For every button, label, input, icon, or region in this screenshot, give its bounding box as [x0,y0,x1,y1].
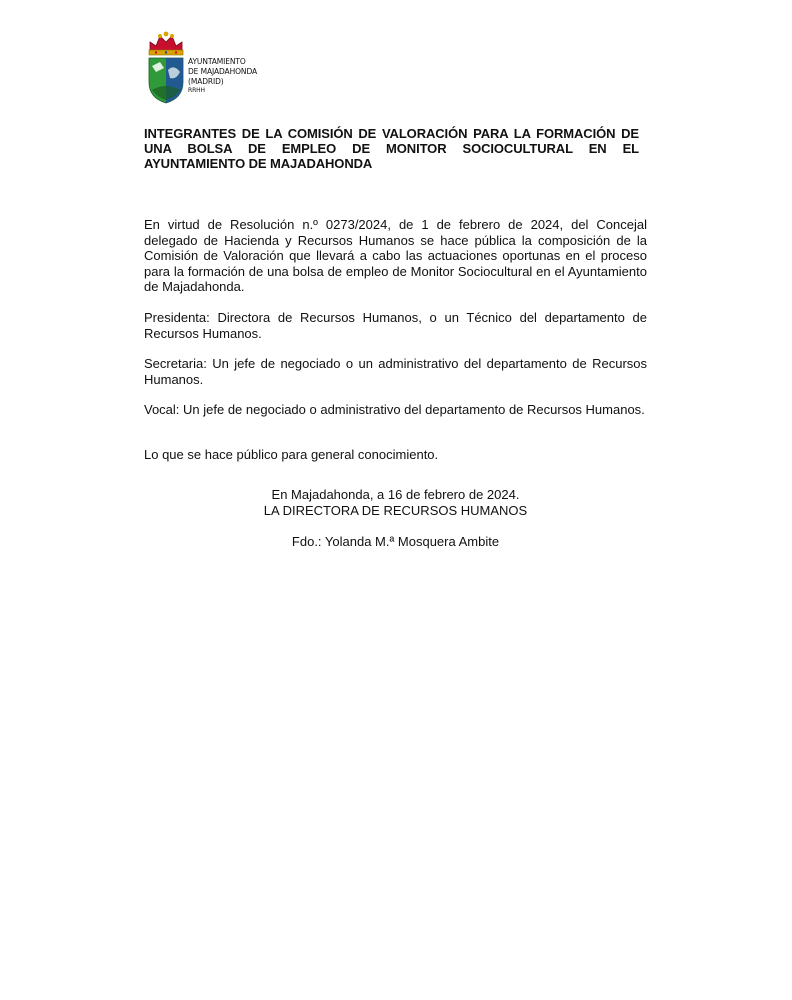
letterhead [146,30,257,104]
secretaria-paragraph: Secretaria: Un jefe de negociado o un administrativo del departamento de Recursos Humanos. [144,356,647,387]
closing-paragraph: Lo que se hace público para general conocimiento. [144,446,439,462]
document-title: INTEGRANTES DE LA COMISIÓN DE VALORACIÓN PARA LA FORMACIÓN DE UNA BOLSA DE EMPLEO DE MONITOR SOCIOCULTURAL EN EL AYUNTAMIENTO DE MAJADAHONDA [144,126,639,171]
signer-role: LA DIRECTORA DE RECURSOS HUMANOS [263,502,528,518]
org-line-3: (MADRID) [188,77,224,86]
organization-name [188,57,257,95]
document-body [144,217,647,478]
place-date: En Majadahonda, a 16 de febrero de 2024. [271,487,520,502]
department-label: RRHH [188,87,205,94]
vocal-paragraph: Vocal: Un jefe de negociado o administrativo del departamento de Recursos Humanos. [144,402,645,418]
org-line-2: DE MAJADAHONDA [188,67,258,76]
presidenta-paragraph: Presidenta: Directora de Recursos Humanos, o un Técnico del departamento de Recursos Humanos. [144,309,647,341]
signer-name: Fdo.: Yolanda M.ª Mosquera Ambite [291,534,500,550]
org-line-1: AYUNTAMIENTO [188,57,246,66]
intro-paragraph: En virtud de Resolución n.º 0273/2024, de 1 de febrero de 2024, del Concejal delegado de Hacienda y Recursos Humanos se hace pública la composición de la Comisión de Valoración que llevará a cabo las actuaciones oportunas en el proceso para la formación de una bolsa de empleo de Monitor Sociocultural en el Ayuntamiento de Majadahonda. [144,217,647,295]
signature-block [144,487,647,550]
majadahonda-coat-of-arms-icon [146,30,186,104]
